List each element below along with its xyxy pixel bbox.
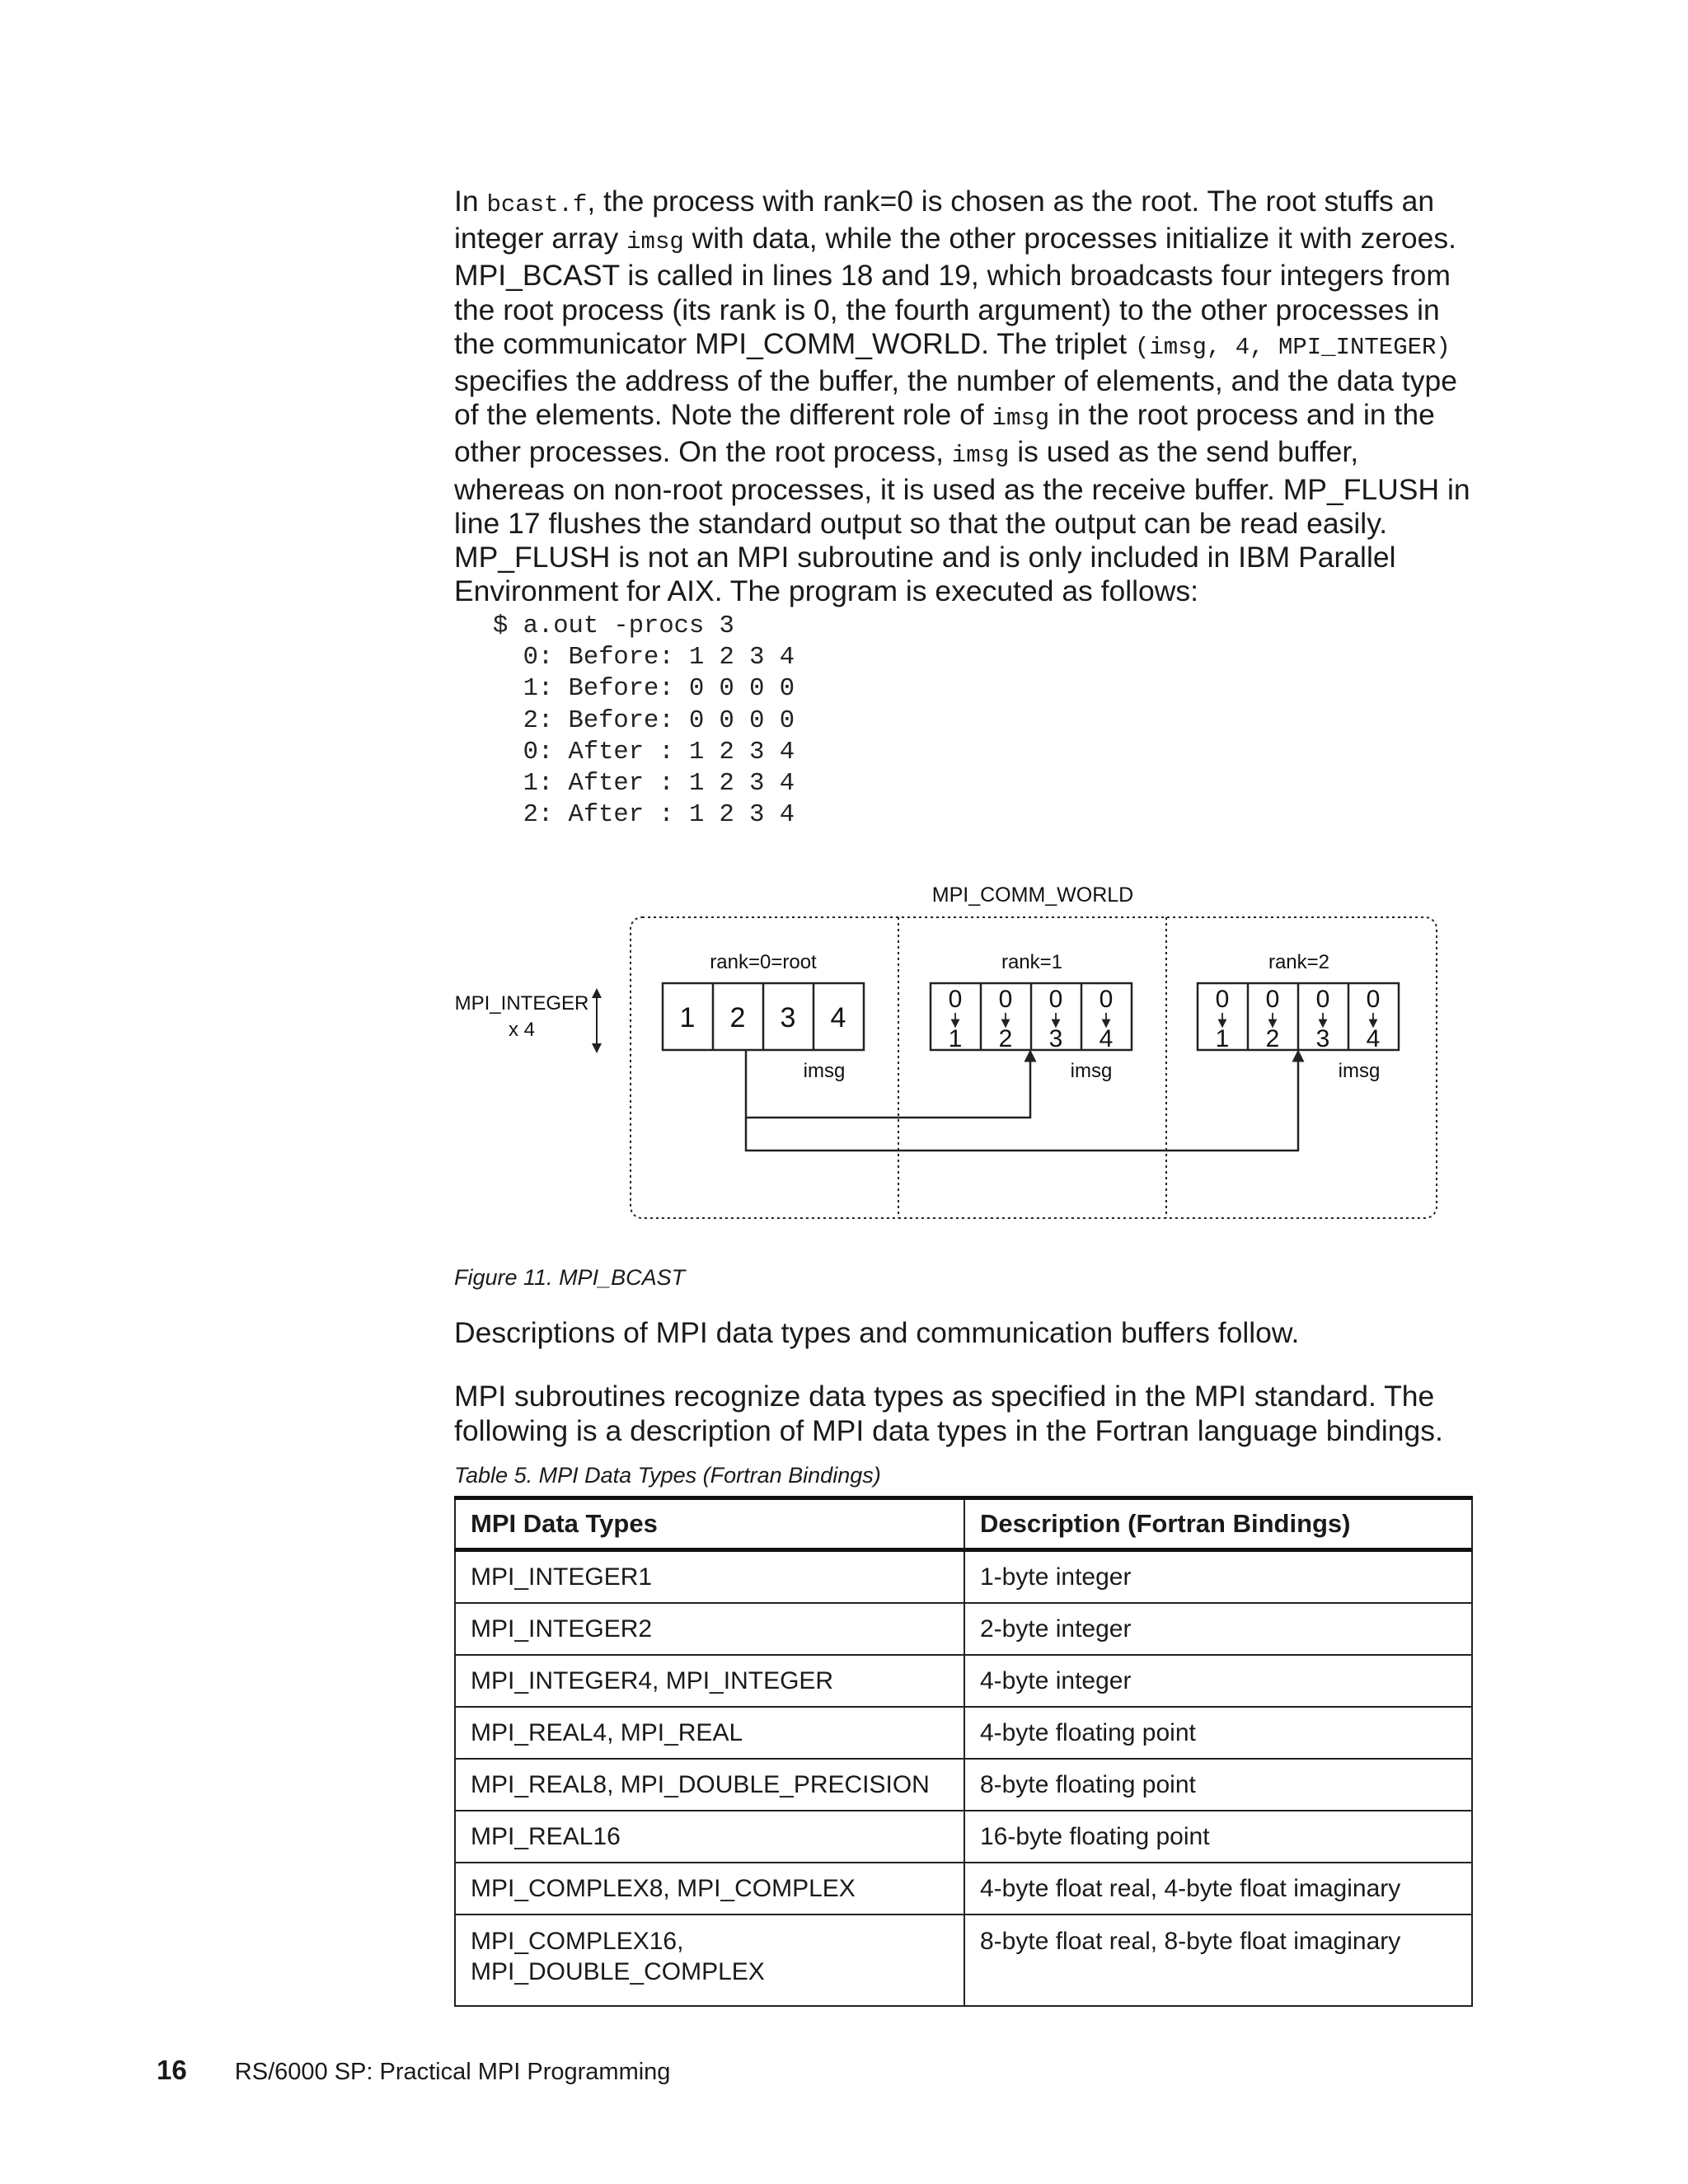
table-header-row: [455, 1498, 1472, 1550]
table-row: [455, 1707, 1472, 1759]
table-caption: Table 5. MPI Data Types (Fortran Bindings): [454, 1463, 881, 1488]
new-value: 4: [1366, 1025, 1381, 1052]
table-cell: MPI_INTEGER4, MPI_INTEGER: [455, 1655, 964, 1707]
code-line: 2: Before: 0 0 0 0: [493, 706, 795, 735]
old-value: 0: [998, 986, 1013, 1013]
old-value: 0: [1265, 986, 1280, 1013]
new-value: 1: [948, 1025, 963, 1052]
comm-world-label: MPI_COMM_WORLD: [931, 883, 1134, 907]
text-run: , the process with rank=0 is chosen as the root. The root stuffs an integer array: [454, 185, 1435, 255]
inline-code: imsg: [951, 442, 1010, 470]
imsg-label: imsg: [803, 1060, 846, 1082]
table-row: [455, 1915, 1472, 2006]
code-line: 1: Before: 0 0 0 0: [493, 675, 795, 704]
table-row: [455, 1811, 1472, 1863]
text-run: is used as the send buffer, whereas on non-root processes, it is used as the receive buffer. MP_FLUSH in line 17 flushes the standard output so that the output can be read easily. MP_FLUSH is not an MPI subroutine and is only included in IBM Parallel Environment for AIX. The program is executed as follows:: [454, 435, 1470, 608]
buffer-value: 3: [780, 1002, 796, 1033]
book-title: RS/6000 SP: Practical MPI Programming: [234, 2059, 671, 2085]
table-cell: [455, 1915, 964, 2006]
page-number: 16: [157, 2055, 187, 2085]
table-cell: 1-byte integer: [964, 1550, 1472, 1604]
table-cell: 16-byte floating point: [964, 1811, 1472, 1863]
new-value: 3: [1048, 1025, 1063, 1052]
intro-paragraph: [454, 185, 1476, 608]
table-cell: MPI_REAL16: [455, 1811, 964, 1863]
broadcast-arrow-rank1: [746, 1050, 1030, 1118]
table-row: [455, 1603, 1472, 1655]
inline-code: bcast.f: [486, 191, 588, 218]
data-types-table: [454, 1496, 1473, 2007]
imsg-label: imsg: [1070, 1060, 1113, 1082]
table-cell: MPI_REAL8, MPI_DOUBLE_PRECISION: [455, 1759, 964, 1811]
buffer-value: 1: [679, 1002, 696, 1033]
code-line: $ a.out -procs 3: [493, 612, 734, 640]
table-row: [455, 1759, 1472, 1811]
page-footer: [157, 2055, 670, 2086]
old-value: 0: [1215, 986, 1230, 1013]
table-cell: 4-byte floating point: [964, 1707, 1472, 1759]
old-value: 0: [1366, 986, 1381, 1013]
code-line: 1: After : 1 2 3 4: [493, 770, 795, 799]
root-rank-label: rank=0=root: [710, 951, 817, 973]
program-output: [493, 611, 795, 831]
cell-line: MPI_COMPLEX16,: [471, 1928, 684, 1955]
old-value: 0: [1315, 986, 1330, 1013]
new-value: 1: [1215, 1025, 1230, 1052]
buffer-value: 2: [729, 1002, 746, 1033]
paragraph: Descriptions of MPI data types and communication buffers follow.: [454, 1316, 1300, 1349]
text-run: with data, while the other processes initialize it with zeroes. MPI_BCAST is called in lines 18 and 19, which broadcasts four integers from the root process (its rank is 0, the fourth argument) to the other processes in the communicator MPI_COMM_WORLD. The triplet: [454, 222, 1457, 360]
mpi-integer-label: MPI_INTEGER: [454, 992, 589, 1015]
inline-code: (imsg, 4, MPI_INTEGER): [1134, 333, 1451, 361]
column-header: Description (Fortran Bindings): [964, 1498, 1472, 1550]
old-value: 0: [1048, 986, 1063, 1013]
imsg-label: imsg: [1338, 1060, 1381, 1082]
table-cell: 8-byte floating point: [964, 1759, 1472, 1811]
rank1-label: rank=1: [1001, 951, 1063, 973]
table-row: [455, 1550, 1472, 1604]
inline-code: imsg: [992, 405, 1050, 433]
table-cell: MPI_REAL4, MPI_REAL: [455, 1707, 964, 1759]
table-row: [455, 1655, 1472, 1707]
column-header: MPI Data Types: [455, 1498, 964, 1550]
table-cell: MPI_INTEGER2: [455, 1603, 964, 1655]
text-run: In: [454, 185, 487, 218]
code-line: 2: After : 1 2 3 4: [493, 801, 795, 830]
table-cell: 8-byte float real, 8-byte float imaginary: [964, 1915, 1472, 2006]
cell-line: MPI_DOUBLE_COMPLEX: [471, 1958, 765, 1985]
new-value: 3: [1315, 1025, 1330, 1052]
rank2-label: rank=2: [1268, 951, 1330, 973]
inline-code: imsg: [626, 228, 684, 256]
old-value: 0: [948, 986, 963, 1013]
table-cell: 4-byte float real, 4-byte float imaginary: [964, 1863, 1472, 1915]
table-cell: MPI_COMPLEX8, MPI_COMPLEX: [455, 1863, 964, 1915]
code-line: 0: After : 1 2 3 4: [493, 738, 795, 766]
table-row: [455, 1863, 1472, 1915]
figure-caption: Figure 11. MPI_BCAST: [454, 1265, 686, 1290]
table-cell: 2-byte integer: [964, 1603, 1472, 1655]
table-cell: MPI_INTEGER1: [455, 1550, 964, 1604]
text-run: in the root process and in the other processes. On the root process,: [454, 398, 1435, 469]
paragraph: MPI subroutines recognize data types as specified in the MPI standard. The following is a description of MPI data types in the Fortran language bindings.: [454, 1380, 1443, 1447]
new-value: 2: [998, 1025, 1013, 1052]
text-run: specifies the address of the buffer, the number of elements, and the data type of the elements. Note the different role of: [454, 364, 1457, 432]
code-line: 0: Before: 1 2 3 4: [493, 644, 795, 673]
buffer-value: 4: [830, 1002, 846, 1033]
new-value: 2: [1265, 1025, 1280, 1052]
count-label: x 4: [508, 1019, 536, 1041]
table-cell: 4-byte integer: [964, 1655, 1472, 1707]
old-value: 0: [1099, 986, 1114, 1013]
new-value: 4: [1099, 1025, 1114, 1052]
